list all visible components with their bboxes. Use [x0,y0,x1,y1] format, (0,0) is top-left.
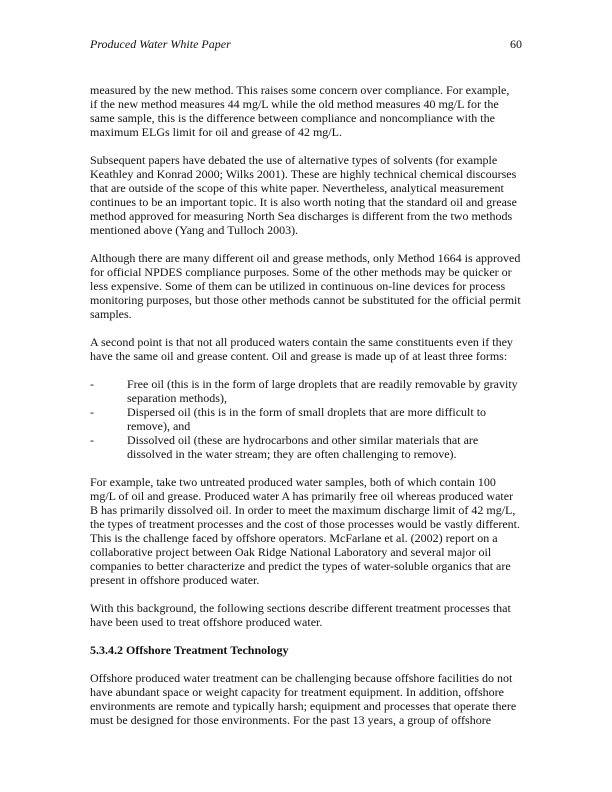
text-line: the types of treatment processes and the cost of those processes would be vastly different. [90,517,520,531]
text-line: With this background, the following sections describe different treatment processes that [90,601,511,615]
paragraph-constituents [90,335,530,363]
text-line: collaborative project between Oak Ridge National Laboratory and several major oil [90,545,492,559]
text-line: same sample, this is the difference between compliance and noncompliance with the [90,111,495,125]
text-line: Dispersed oil (this is in the form of small droplets that are more difficult to [127,405,487,419]
paragraph-background [90,601,530,629]
text-line: method approved for measuring North Sea discharges is different from the two methods [90,209,513,223]
bullet-dash: - [90,405,94,419]
text-line: Keathley and Konrad 2000; Wilks 2001). These are highly technical chemical discourses [90,167,517,181]
page-body [90,83,530,741]
text-line: present in offshore produced water. [90,573,260,587]
oil-forms-list [90,377,530,461]
paragraph-compliance [90,83,530,139]
text-line: B has primarily dissolved oil. In order to meet the maximum discharge limit of 42 mg/L, [90,503,516,517]
text-line: Free oil (this is in the form of large droplets that are readily removable by gravity [127,377,518,391]
text-line: This is the challenge faced by offshore operators. McFarlane et al. (2002) report on a [90,531,498,545]
text-line: must be designed for those environments. For the past 13 years, a group of offshore [90,713,492,727]
paragraph-solvents [90,153,530,237]
text-line: dissolved in the water stream; they are often challenging to remove). [127,447,457,461]
text-line: separation methods), [127,391,227,405]
text-line: mentioned above (Yang and Tulloch 2003). [90,223,299,237]
page-header [90,36,522,52]
paragraph-methods [90,251,530,321]
text-line: maximum ELGs limit for oil and grease of 42 mg/L. [90,125,342,139]
bullet-dash: - [90,433,94,447]
text-line: A second point is that not all produced waters contain the same constituents even if they [90,335,513,349]
paragraph-example [90,475,530,587]
text-line: continues to be an important topic. It is also worth noting that the standard oil and grease [90,195,517,209]
section-heading: 5.3.4.2 Offshore Treatment Technology [90,643,289,657]
text-line: samples. [90,307,132,321]
text-line: Offshore produced water treatment can be challenging because offshore facilities do not [90,671,513,685]
list-item-free-oil [90,377,530,405]
text-line: have abundant space or weight capacity for treatment equipment. In addition, offshore [90,685,504,699]
text-line: less expensive. Some of them can be utilized in continuous on-line devices for process [90,279,506,293]
text-line: For example, take two untreated produced water samples, both of which contain 100 [90,475,496,489]
text-line: have been used to treat offshore produced water. [90,615,323,629]
text-line: have the same oil and grease content. Oil and grease is made up of at least three forms: [90,349,508,363]
list-item-dissolved-oil [90,433,530,461]
text-line: Dissolved oil (these are hydrocarbons and other similar materials that are [127,433,479,447]
text-line: Although there are many different oil and grease methods, only Method 1664 is approved [90,251,521,265]
text-line: if the new method measures 44 mg/L while the old method measures 40 mg/L for the [90,97,499,111]
text-line: for official NPDES compliance purposes. Some of the other methods may be quicker or [90,265,512,279]
bullet-dash: - [90,377,94,391]
text-line: remove), and [127,419,191,433]
page-number: 60 [510,37,522,51]
text-line: companies to better characterize and predict the types of water-soluble organics that are [90,559,511,573]
text-line: environments are remote and typically harsh; equipment and processes that operate there [90,699,517,713]
text-line: Subsequent papers have debated the use of alternative types of solvents (for example [90,153,498,167]
paragraph-offshore-treatment [90,671,530,727]
text-line: monitoring purposes, but those other methods cannot be substituted for the official permit [90,293,521,307]
text-line: measured by the new method. This raises some concern over compliance. For example, [90,83,510,97]
text-line: that are outside of the scope of this white paper. Nevertheless, analytical measurement [90,181,504,195]
document-title: Produced Water White Paper [90,37,231,51]
text-line: mg/L of oil and grease. Produced water A has primarily free oil whereas produced water [90,489,514,503]
list-item-dispersed-oil [90,405,530,433]
